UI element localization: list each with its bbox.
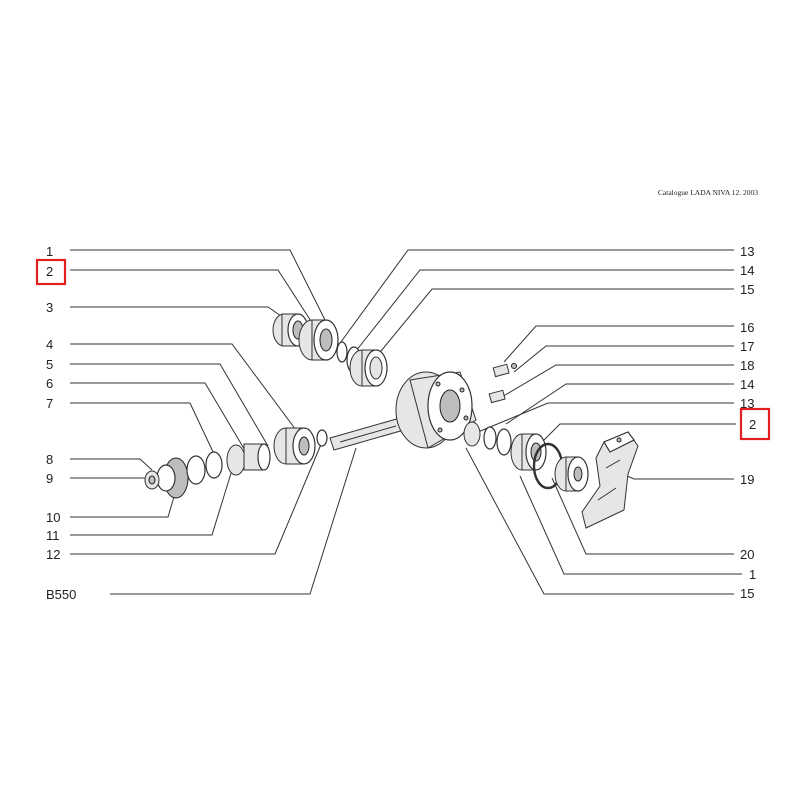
leader-lines-left [70, 250, 356, 594]
callout-left-3[interactable]: 3 [46, 300, 54, 315]
spacer-5-face [258, 444, 270, 470]
callout-right-15-bottom[interactable]: 15 [740, 586, 755, 601]
leader-5 [70, 364, 268, 446]
bolt-3 [464, 416, 468, 420]
callout-left-6[interactable]: 6 [46, 376, 54, 391]
ring-13-right [484, 427, 496, 449]
leader-4 [70, 344, 296, 430]
housing-hub [440, 390, 460, 422]
leader-7 [70, 403, 214, 454]
callout-right-1-bottom[interactable]: 1 [749, 567, 757, 582]
callout-right-14-top[interactable]: 14 [740, 263, 755, 278]
callout-right-18[interactable]: 18 [740, 358, 755, 373]
bearing-1-bore [320, 329, 332, 351]
leader-17 [514, 346, 734, 372]
cup-15-bore [370, 357, 382, 379]
bolt-17 [512, 364, 517, 369]
callout-left-5[interactable]: 5 [46, 357, 54, 372]
leader-6 [70, 383, 246, 452]
bracket-19 [582, 432, 638, 528]
leader-18 [500, 365, 734, 398]
upper-bearing-group [273, 314, 387, 386]
callout-right-15-top[interactable]: 15 [740, 282, 755, 297]
callout-left-8[interactable]: 8 [46, 452, 54, 467]
bearing-11 [227, 445, 245, 475]
callout-right-13-mid[interactable]: 13 [740, 396, 755, 411]
leader-14-mid [506, 384, 734, 424]
housing-boss [464, 422, 480, 446]
callout-left-1[interactable]: 1 [46, 244, 54, 259]
seal-7 [187, 456, 205, 484]
callout-left-12[interactable]: 12 [46, 547, 61, 562]
callout-right-13-top[interactable]: 13 [740, 244, 755, 259]
bolt-4 [438, 428, 442, 432]
ring-12 [317, 430, 327, 446]
callout-left-9[interactable]: 9 [46, 471, 54, 486]
bearing-4-bore [299, 437, 309, 455]
bolt-1 [436, 382, 440, 386]
callout-right-19[interactable]: 19 [740, 472, 755, 487]
flange-10-face [157, 465, 175, 491]
pinion-shaft-group [145, 418, 404, 498]
right-bearing-group [484, 427, 588, 491]
callout-left-2[interactable]: 2 [46, 264, 54, 279]
callout-left-b550[interactable]: B550 [46, 587, 77, 602]
nut-9 [149, 476, 155, 484]
callout-right-16[interactable]: 16 [740, 320, 755, 335]
leader-2-right [540, 424, 736, 444]
bracket-19-hole [617, 438, 621, 442]
ring-14-right [497, 429, 511, 455]
lock-plates-group [489, 364, 516, 403]
leader-8 [70, 459, 152, 470]
callout-right-14-mid[interactable]: 14 [740, 377, 755, 392]
lock-plate-18 [489, 390, 505, 402]
catalogue-header: Catalogue LADA NIVA 12. 2003 [657, 188, 758, 197]
leader-14-top [352, 270, 734, 356]
ring-13-top [337, 342, 347, 362]
leader-3 [70, 307, 284, 318]
leader-19 [618, 472, 734, 479]
callout-left-10[interactable]: 10 [46, 510, 61, 525]
lock-plate-16 [493, 364, 509, 376]
differential-housing [396, 372, 480, 448]
leader-1-bottom [520, 476, 742, 574]
leader-10 [70, 490, 176, 517]
callout-left-4[interactable]: 4 [46, 337, 54, 352]
callout-right-17[interactable]: 17 [740, 339, 755, 354]
bolt-2 [460, 388, 464, 392]
callout-left-7[interactable]: 7 [46, 396, 54, 411]
cup-20-bore [574, 467, 582, 481]
callout-right-2[interactable]: 2 [749, 417, 757, 432]
leader-16 [504, 326, 734, 362]
callout-right-20[interactable]: 20 [740, 547, 755, 562]
washer-6 [206, 452, 222, 478]
callout-left-11[interactable]: 11 [46, 528, 60, 543]
